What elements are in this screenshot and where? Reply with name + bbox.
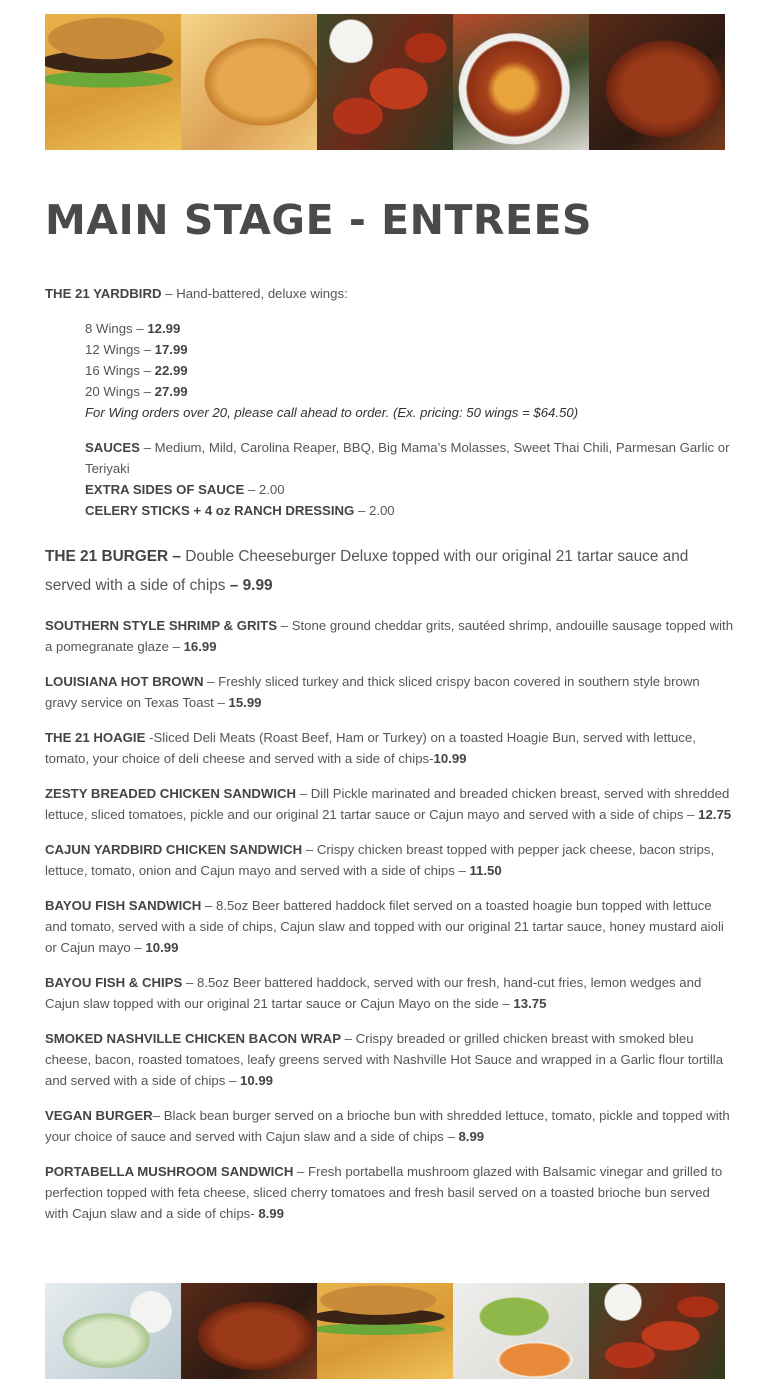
item-price: – 9.99	[229, 577, 273, 594]
wings-label: 8 Wings –	[85, 321, 148, 336]
glazed-chicken-photo	[589, 14, 725, 150]
yardbird-header	[45, 283, 735, 304]
item-description: – Freshly sliced turkey and thick sliced crispy bacon covered in southern style brown gravy service on Texas Toast –	[45, 674, 700, 710]
wings-option	[85, 360, 735, 381]
item-name: BAYOU FISH & CHIPS	[45, 975, 183, 990]
wings-price: 22.99	[154, 363, 188, 378]
item-price: 16.99	[183, 639, 217, 654]
item-description: – Hand-battered, deluxe wings:	[161, 286, 348, 301]
wings-label: 20 Wings –	[85, 384, 155, 399]
item-name: BAYOU FISH SANDWICH	[45, 898, 202, 913]
wedge-salad-photo	[45, 1283, 181, 1379]
item-price: 10.99	[240, 1073, 274, 1088]
item-name: THE 21 YARDBIRD	[45, 286, 162, 301]
menu-item	[45, 972, 735, 1014]
item-name: THE 21 HOAGIE	[45, 730, 146, 745]
item-description: – 8.5oz Beer battered haddock, served with our fresh, hand-cut fries, lemon wedges and Cajun slaw topped with our original 21 tartar sauce or Cajun Mayo on the side –	[45, 975, 702, 1011]
item-description: – 8.5oz Beer battered haddock filet served on a toasted hoagie bun topped with lettuce and tomato, served with a side of chips, Cajun slaw and topped with our original 21 tartar sauce, honey mustard aioli or Cajun mayo –	[45, 898, 724, 955]
menu-item	[45, 839, 735, 881]
item-description: – Crispy breaded or grilled chicken breast with smoked bleu cheese, bacon, roasted tomatoes, leafy greens served with Nashville Hot Sauce and wrapped in a Garlic flour tortilla and served with a side of chips –	[45, 1031, 724, 1088]
item-description: – Dill Pickle marinated and breaded chicken breast, served with shredded lettuce, sliced tomatoes, pickle and our original 21 tartar sauce or Cajun mayo and served with a side of chips –	[45, 786, 730, 822]
extra-sauce-price: – 2.00	[244, 482, 285, 497]
wings-label: 16 Wings –	[85, 363, 155, 378]
item-price: 13.75	[513, 996, 547, 1011]
item-name: VEGAN BURGER	[45, 1108, 153, 1123]
item-price: 8.99	[458, 1129, 485, 1144]
menu-item	[45, 727, 735, 769]
sauces-line	[85, 437, 735, 479]
item-name: THE 21 BURGER –	[45, 548, 186, 565]
item-description: – Fresh portabella mushroom glazed with Balsamic vinegar and grilled to perfection topped with feta cheese, sliced cherry tomatoes and fresh basil served on a toasted brioche bun served with Cajun slaw and a side of chips-	[45, 1164, 723, 1221]
glazed-chicken-photo	[181, 1283, 317, 1379]
item-description: – Black bean burger served on a brioche bun with shredded lettuce, tomato, pickle and topped with your choice of sauce and served with Cajun slaw and a side of chips –	[45, 1108, 730, 1144]
bottom-photo-strip	[45, 1283, 725, 1379]
item-price: 10.99	[145, 940, 179, 955]
menu-item	[45, 1028, 735, 1091]
wings-price: 12.99	[147, 321, 181, 336]
wings-photo	[589, 1283, 725, 1379]
sauces-label: SAUCES	[85, 440, 140, 455]
wings-price: 17.99	[154, 342, 188, 357]
item-description: -Sliced Deli Meats (Roast Beef, Ham or Turkey) on a toasted Hoagie Bun, served with lettuce, tomato, your choice of deli cheese and served with a side of chips-	[45, 730, 696, 766]
menu-item	[45, 671, 735, 713]
menu-item	[45, 1161, 735, 1224]
item-name: ZESTY BREADED CHICKEN SANDWICH	[45, 786, 297, 801]
extra-sauce-label: EXTRA SIDES OF SAUCE	[85, 482, 245, 497]
wings-order-note: For Wing orders over 20, please call ahead to order. (Ex. pricing: 50 wings = $64.50)	[85, 405, 579, 420]
item-price: 8.99	[258, 1206, 284, 1221]
item-name: SOUTHERN STYLE SHRIMP & GRITS	[45, 618, 278, 633]
sauces-text: – Medium, Mild, Carolina Reaper, BBQ, Big Mama’s Molasses, Sweet Thai Chili, Parmesan Garlic or Teriyaki	[85, 440, 730, 476]
item-description: – Crispy chicken breast topped with pepper jack cheese, bacon strips, lettuce, tomato, onion and Cajun mayo and served with a side of chips –	[45, 842, 715, 878]
item-name: PORTABELLA MUSHROOM SANDWICH	[45, 1164, 294, 1179]
chili-photo	[453, 14, 589, 150]
caesar-soup-photo	[453, 1283, 589, 1379]
item-name: SMOKED NASHVILLE CHICKEN BACON WRAP	[45, 1031, 341, 1046]
item-price: 15.99	[228, 695, 262, 710]
page-title: MAIN STAGE - ENTREES	[45, 196, 593, 244]
celery-line	[85, 500, 735, 521]
item-price: 12.75	[698, 807, 732, 822]
celery-label: CELERY STICKS + 4 oz RANCH DRESSING	[85, 503, 355, 518]
wings-price-list	[45, 318, 735, 423]
wings-option	[85, 318, 735, 339]
burger-photo	[317, 1283, 453, 1379]
item-name: CAJUN YARDBIRD CHICKEN SANDWICH	[45, 842, 303, 857]
extra-sauce-line	[85, 479, 735, 500]
item-price: 10.99	[433, 751, 467, 766]
burger-entry	[45, 542, 735, 600]
menu-content	[45, 283, 735, 1224]
wings-photo	[317, 14, 453, 150]
top-photo-strip	[45, 14, 725, 150]
celery-price: – 2.00	[354, 503, 395, 518]
fried-fish-photo	[181, 14, 317, 150]
wings-option	[85, 381, 735, 402]
menu-item	[45, 1105, 735, 1147]
burger-photo	[45, 14, 181, 150]
wings-label: 12 Wings –	[85, 342, 155, 357]
menu-item	[45, 615, 735, 657]
item-description: – Stone ground cheddar grits, sautéed shrimp, andouille sausage topped with a pomegranate glaze –	[45, 618, 734, 654]
menu-item	[45, 783, 735, 825]
item-name: LOUISIANA HOT BROWN	[45, 674, 204, 689]
item-price: 11.50	[469, 863, 502, 878]
wings-option	[85, 339, 735, 360]
wings-price: 27.99	[154, 384, 188, 399]
menu-item	[45, 895, 735, 958]
sauce-options	[45, 437, 735, 521]
item-description: Double Cheeseburger Deluxe topped with our original 21 tartar sauce and served with a side of chips	[45, 548, 689, 594]
